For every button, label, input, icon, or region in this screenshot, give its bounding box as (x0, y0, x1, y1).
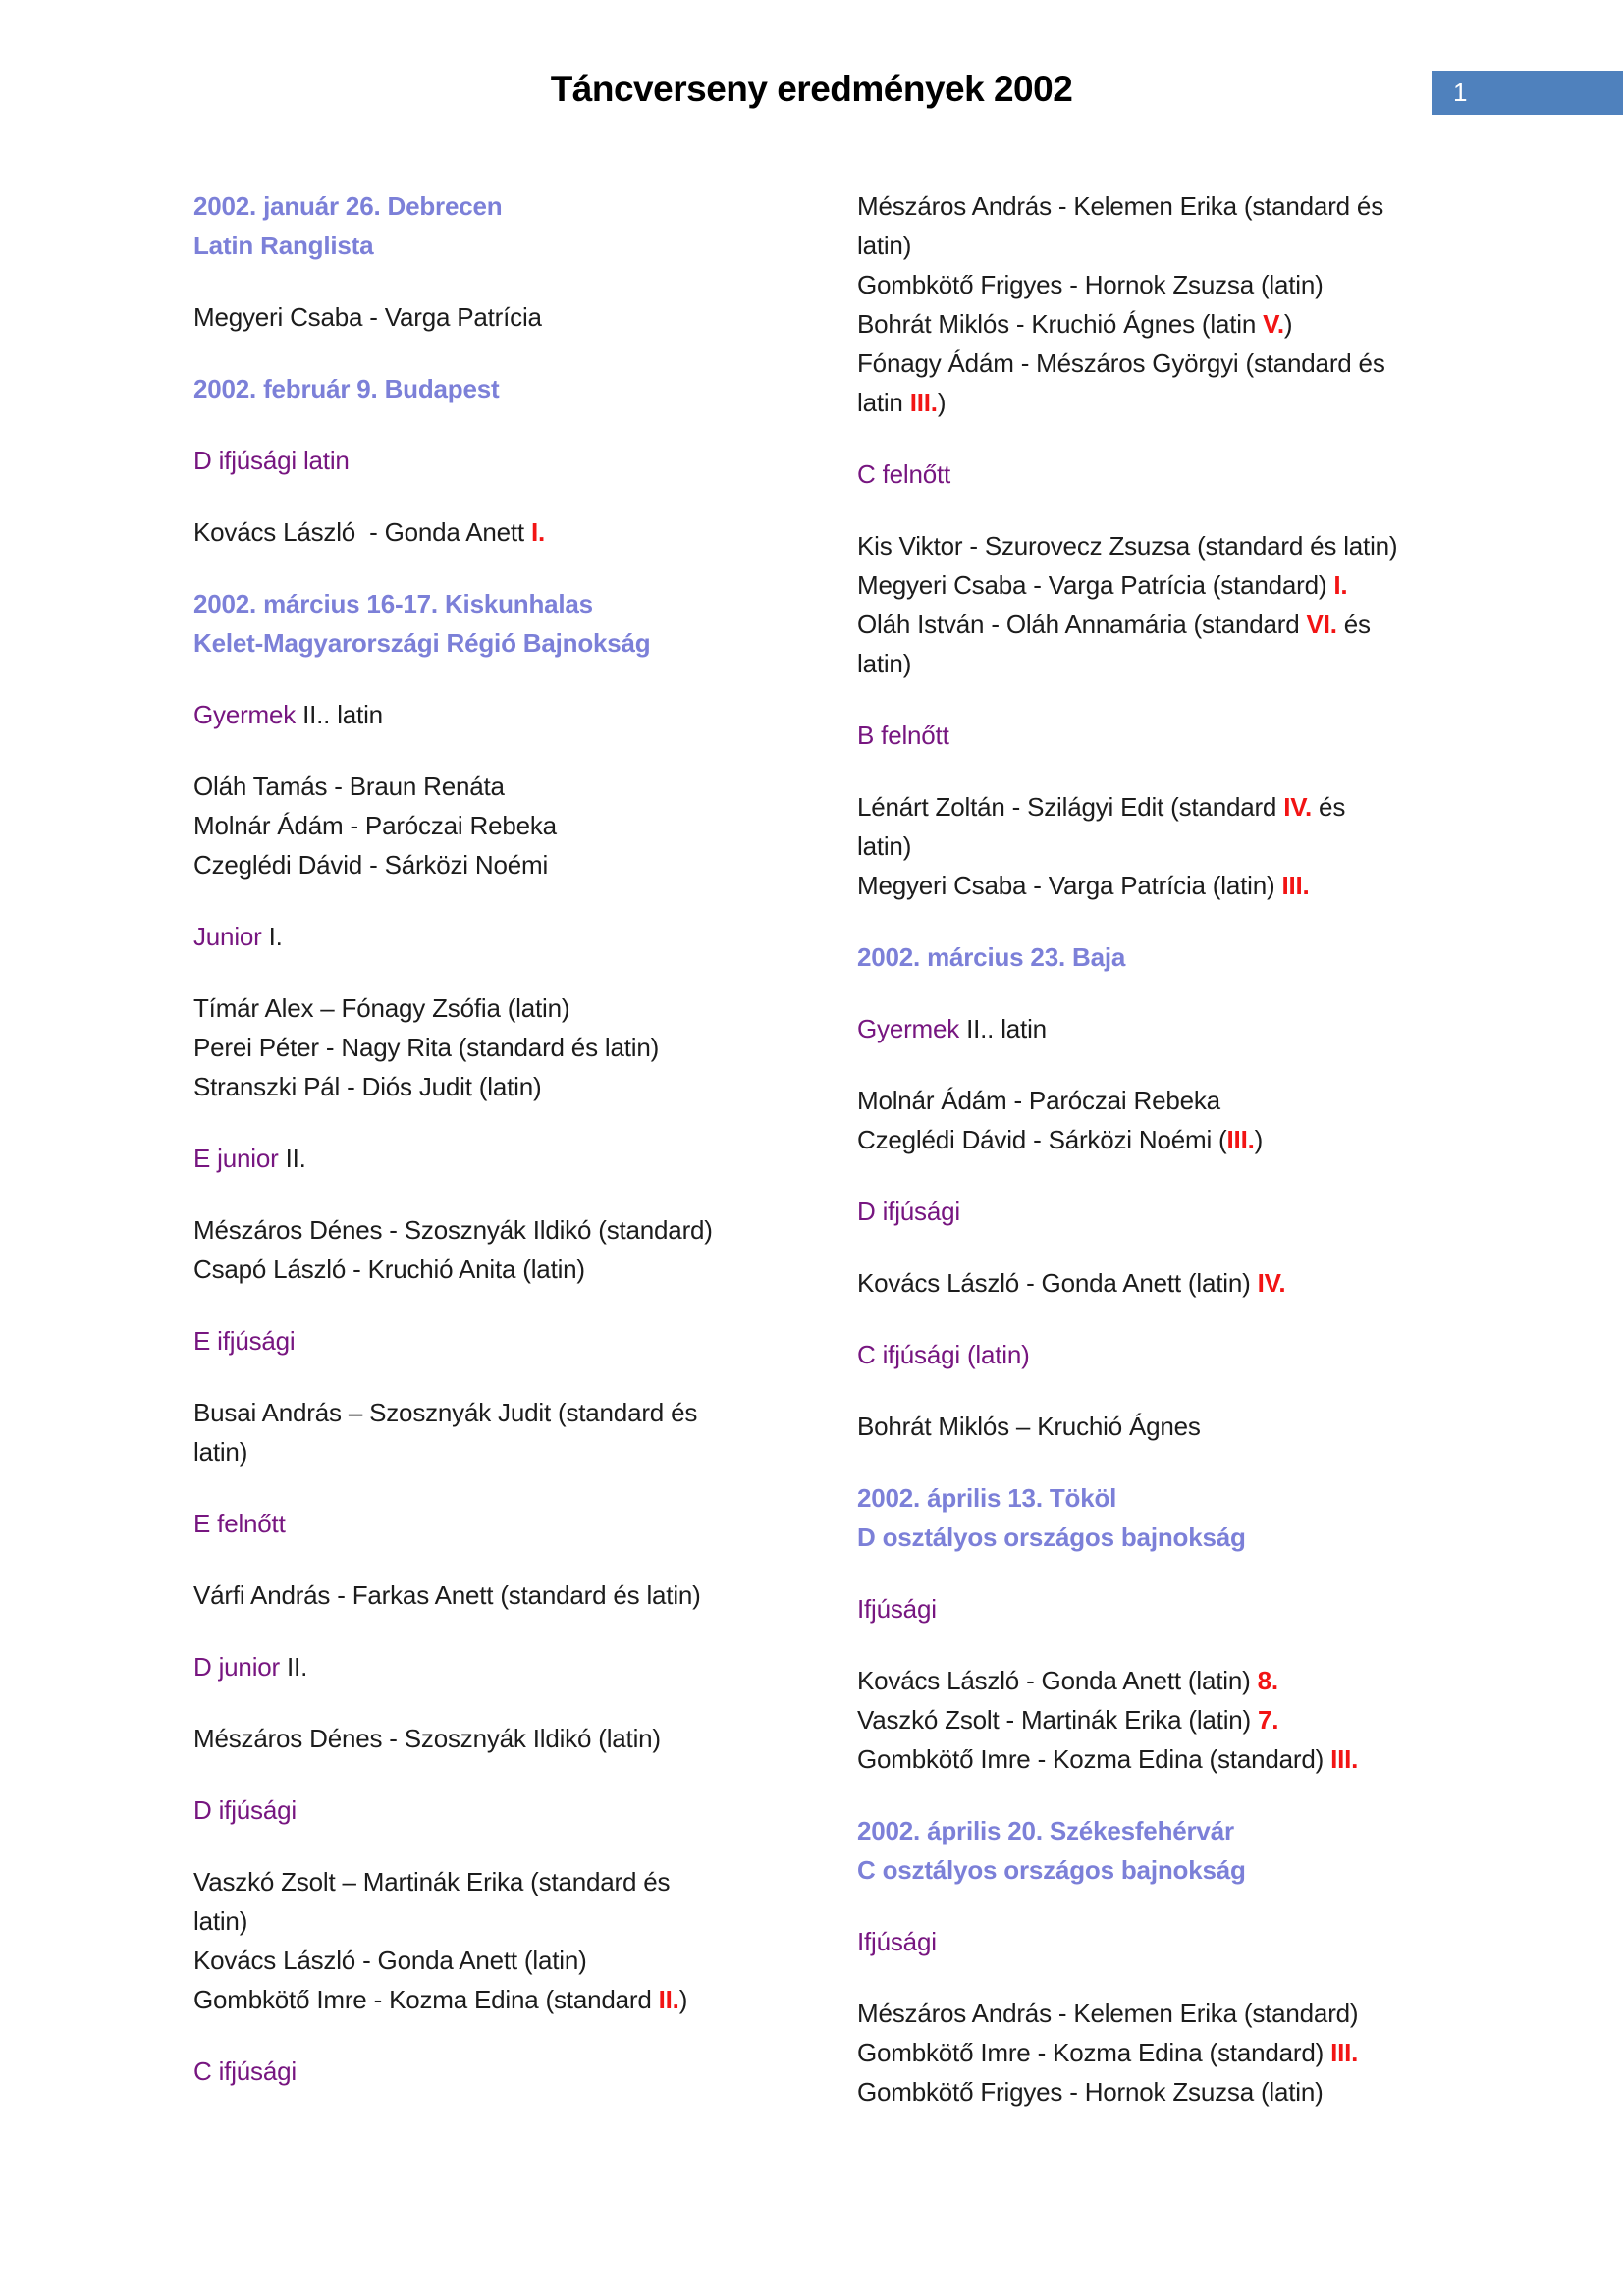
text-line (857, 1192, 1505, 1231)
text-line (857, 226, 1505, 265)
text-line (857, 1081, 1505, 1120)
text-segment: II.. latin (296, 700, 383, 729)
text-segment: 2002. március 16-17. Kiskunhalas (193, 589, 593, 618)
text-line (193, 1393, 841, 1432)
results-group (193, 1719, 841, 1758)
text-line (857, 1700, 1505, 1739)
text-segment: II. (278, 1144, 306, 1173)
left-column (193, 187, 841, 2123)
result-rank: 8. (1257, 1666, 1278, 1695)
category-heading (857, 1009, 1505, 1048)
text-line (857, 1478, 1505, 1518)
text-line (193, 1901, 841, 1941)
text-segment: ) (1254, 1125, 1264, 1154)
text-line (857, 1850, 1505, 1890)
text-segment: Csapó László - Kruchió Anita (latin) (193, 1255, 585, 1284)
result-rank: V. (1263, 309, 1284, 339)
text-line (193, 806, 841, 845)
text-segment: ) (937, 388, 947, 417)
category-heading (193, 917, 841, 956)
text-line (857, 304, 1505, 344)
text-segment: Kis Viktor - Szurovecz Zsuzsa (standard és latin) (857, 531, 1398, 561)
result-rank: III. (909, 388, 938, 417)
text-line (193, 1028, 841, 1067)
text-segment: E junior (193, 1144, 279, 1173)
result-rank: II. (658, 1985, 679, 2014)
text-segment: Czeglédi Dávid - Sárközi Noémi (193, 850, 549, 880)
text-segment: Oláh István - Oláh Annamária (standard (857, 610, 1307, 639)
text-segment: latin (857, 388, 910, 417)
results-group (857, 187, 1505, 422)
event-heading (193, 584, 841, 663)
results-group (857, 1081, 1505, 1159)
text-segment: Gombkötő Imre - Kozma Edina (standard) (857, 1744, 1331, 1774)
results-group (857, 1661, 1505, 1779)
text-segment: Mészáros Dénes - Szosznyák Ildikó (latin) (193, 1724, 661, 1753)
event-heading (857, 937, 1505, 977)
category-heading (193, 1139, 841, 1178)
text-line (857, 265, 1505, 304)
text-line (193, 767, 841, 806)
result-rank: I. (1333, 570, 1348, 600)
text-segment: Ifjúsági (857, 1594, 937, 1624)
text-segment: Latin Ranglista (193, 231, 374, 260)
text-line (857, 937, 1505, 977)
result-rank: IV. (1283, 792, 1313, 822)
result-rank: VI. (1306, 610, 1337, 639)
text-segment: Tímár Alex – Fónagy Zsófia (latin) (193, 993, 570, 1023)
results-group (193, 767, 841, 884)
text-segment: Gyermek (193, 700, 297, 729)
text-segment: Kovács László - Gonda Anett (latin) (857, 1268, 1258, 1298)
text-segment: Kovács László - Gonda Anett (latin) (193, 1946, 587, 1975)
results-group (857, 1263, 1505, 1303)
text-line (193, 584, 841, 623)
text-line (193, 1980, 841, 2019)
text-line (857, 605, 1505, 644)
category-heading (193, 1321, 841, 1361)
text-line (857, 2033, 1505, 2072)
text-line (857, 1120, 1505, 1159)
text-line (193, 512, 841, 552)
text-line (193, 623, 841, 663)
text-line (857, 1518, 1505, 1557)
results-group (193, 1393, 841, 1471)
text-line (193, 1719, 841, 1758)
category-heading (857, 1192, 1505, 1231)
text-segment: Oláh Tamás - Braun Renáta (193, 772, 505, 801)
text-segment: Gyermek (857, 1014, 960, 1043)
text-line (193, 1862, 841, 1901)
text-line (193, 297, 841, 337)
text-segment: latin) (193, 1906, 248, 1936)
result-rank: IV. (1257, 1268, 1286, 1298)
result-rank: III. (1281, 871, 1310, 900)
text-line (857, 1589, 1505, 1629)
text-segment: D osztályos országos bajnokság (857, 1522, 1246, 1552)
right-column (857, 187, 1505, 2144)
text-segment: Ifjúsági (857, 1927, 937, 1956)
text-line (857, 187, 1505, 226)
text-line (193, 1250, 841, 1289)
text-segment: Kovács László - Gonda Anett (193, 517, 531, 547)
result-rank: I. (530, 517, 546, 547)
text-segment: Busai András – Szosznyák Judit (standard és (193, 1398, 698, 1427)
text-segment: latin) (857, 649, 912, 678)
page-number-badge (1432, 71, 1623, 115)
text-line (193, 1067, 841, 1106)
text-line (857, 2072, 1505, 2111)
category-heading (857, 1335, 1505, 1374)
text-segment: E ifjúsági (193, 1326, 296, 1356)
page-title: Táncverseny eredmények 2002 (550, 69, 1073, 109)
text-segment: Mészáros András - Kelemen Erika (standard) (857, 1999, 1359, 2028)
text-segment: Molnár Ádám - Paróczai Rebeka (857, 1086, 1220, 1115)
text-segment: D ifjúsági (857, 1197, 960, 1226)
text-segment: Megyeri Csaba - Varga Patrícia (standard) (857, 570, 1334, 600)
text-segment: Mészáros Dénes - Szosznyák Ildikó (standard) (193, 1215, 713, 1245)
text-segment: Lénárt Zoltán - Szilágyi Edit (standard (857, 792, 1284, 822)
text-segment: Mészáros András - Kelemen Erika (standard és (857, 191, 1383, 221)
text-segment: Vaszkó Zsolt – Martinák Erika (standard és (193, 1867, 671, 1896)
results-group (193, 1210, 841, 1289)
text-line (193, 988, 841, 1028)
text-line (857, 1335, 1505, 1374)
text-line (857, 1407, 1505, 1446)
text-segment: és (1336, 610, 1371, 639)
text-segment: latin) (193, 1437, 248, 1467)
text-line (193, 369, 841, 408)
text-segment: II.. latin (959, 1014, 1047, 1043)
text-segment: Stranszki Pál - Diós Judit (latin) (193, 1072, 542, 1101)
text-line (193, 441, 841, 480)
text-line (857, 1922, 1505, 1961)
text-line (857, 1263, 1505, 1303)
category-heading (193, 1647, 841, 1686)
text-line (193, 1790, 841, 1830)
text-line (193, 1647, 841, 1686)
text-segment: 2002. április 20. Székesfehérvár (857, 1816, 1234, 1845)
text-segment: és (1312, 792, 1346, 822)
text-segment: Kovács László - Gonda Anett (latin) (857, 1666, 1258, 1695)
category-heading (857, 454, 1505, 494)
text-segment: Junior (193, 922, 262, 951)
text-line (193, 187, 841, 226)
results-group (193, 297, 841, 337)
text-line (857, 1009, 1505, 1048)
text-segment: 2002. január 26. Debrecen (193, 191, 503, 221)
event-heading (193, 369, 841, 408)
text-segment: Gombkötő Imre - Kozma Edina (standard (193, 1985, 659, 2014)
text-segment: Perei Péter - Nagy Rita (standard és latin) (193, 1033, 660, 1062)
results-group (857, 787, 1505, 905)
text-line (857, 644, 1505, 683)
text-segment: 2002. február 9. Budapest (193, 374, 500, 403)
text-segment: Czeglédi Dávid - Sárközi Noémi ( (857, 1125, 1227, 1154)
text-line (193, 1941, 841, 1980)
text-line (857, 1994, 1505, 2033)
text-segment: D ifjúsági (193, 1795, 297, 1825)
page-number: 1 (1453, 78, 1468, 107)
text-segment: Molnár Ádám - Paróczai Rebeka (193, 811, 557, 840)
text-segment: Várfi András - Farkas Anett (standard és latin) (193, 1580, 701, 1610)
result-rank: 7. (1258, 1705, 1279, 1735)
text-line (193, 1321, 841, 1361)
event-heading (857, 1811, 1505, 1890)
category-heading (193, 2052, 841, 2091)
text-line (193, 917, 841, 956)
text-segment: Megyeri Csaba - Varga Patrícia (193, 302, 542, 332)
text-segment: C ifjúsági (latin) (857, 1340, 1030, 1369)
result-rank: III. (1330, 1744, 1359, 1774)
text-segment: II. (280, 1652, 308, 1682)
event-heading (857, 1478, 1505, 1557)
results-group (193, 988, 841, 1106)
text-line (193, 1432, 841, 1471)
results-group (193, 512, 841, 552)
text-segment: 2002. április 13. Tököl (857, 1483, 1117, 1513)
text-segment: D ifjúsági latin (193, 446, 350, 475)
text-line (857, 383, 1505, 422)
category-heading (193, 1790, 841, 1830)
text-segment: B felnőtt (857, 721, 949, 750)
text-line (193, 1575, 841, 1615)
text-line (193, 1504, 841, 1543)
event-heading (193, 187, 841, 265)
text-segment: I. (261, 922, 283, 951)
text-segment: Megyeri Csaba - Varga Patrícia (latin) (857, 871, 1282, 900)
text-line (857, 1739, 1505, 1779)
text-line (857, 827, 1505, 866)
results-group (193, 1862, 841, 2019)
text-segment: Gombkötő Imre - Kozma Edina (standard) (857, 2038, 1331, 2067)
text-segment: Gombkötő Frigyes - Hornok Zsuzsa (latin) (857, 2077, 1324, 2107)
text-line (193, 226, 841, 265)
text-segment: Gombkötő Frigyes - Hornok Zsuzsa (latin) (857, 270, 1324, 299)
category-heading (193, 695, 841, 734)
text-segment: ) (678, 1985, 688, 2014)
text-line (193, 2052, 841, 2091)
text-segment: Bohrát Miklós - Kruchió Ágnes (latin (857, 309, 1264, 339)
results-group (193, 1575, 841, 1615)
text-segment: Fónagy Ádám - Mészáros Györgyi (standard és (857, 348, 1385, 378)
text-line (857, 565, 1505, 605)
text-line (857, 866, 1505, 905)
text-segment: latin) (857, 831, 912, 861)
category-heading (857, 1922, 1505, 1961)
text-segment: Bohrát Miklós – Kruchió Ágnes (857, 1412, 1201, 1441)
text-line (857, 454, 1505, 494)
results-group (857, 526, 1505, 683)
category-heading (193, 441, 841, 480)
text-line (857, 526, 1505, 565)
text-line (857, 1661, 1505, 1700)
text-line (857, 787, 1505, 827)
text-line (193, 1210, 841, 1250)
result-rank: III. (1330, 2038, 1359, 2067)
category-heading (857, 1589, 1505, 1629)
text-segment: E felnőtt (193, 1509, 286, 1538)
text-segment: latin) (857, 231, 912, 260)
text-segment: ) (1283, 309, 1293, 339)
text-segment: 2002. március 23. Baja (857, 942, 1126, 972)
text-segment: Vaszkó Zsolt - Martinák Erika (latin) (857, 1705, 1259, 1735)
text-line (193, 1139, 841, 1178)
text-segment: D junior (193, 1652, 280, 1682)
text-line (193, 695, 841, 734)
text-segment: Kelet-Magyarországi Régió Bajnokság (193, 628, 651, 658)
text-line (857, 716, 1505, 755)
text-segment: C felnőtt (857, 459, 951, 489)
results-group (857, 1994, 1505, 2111)
results-group (857, 1407, 1505, 1446)
category-heading (193, 1504, 841, 1543)
text-line (857, 344, 1505, 383)
category-heading (857, 716, 1505, 755)
text-line (857, 1811, 1505, 1850)
text-segment: C ifjúsági (193, 2056, 297, 2086)
text-line (193, 845, 841, 884)
text-segment: C osztályos országos bajnokság (857, 1855, 1246, 1885)
result-rank: III. (1226, 1125, 1255, 1154)
